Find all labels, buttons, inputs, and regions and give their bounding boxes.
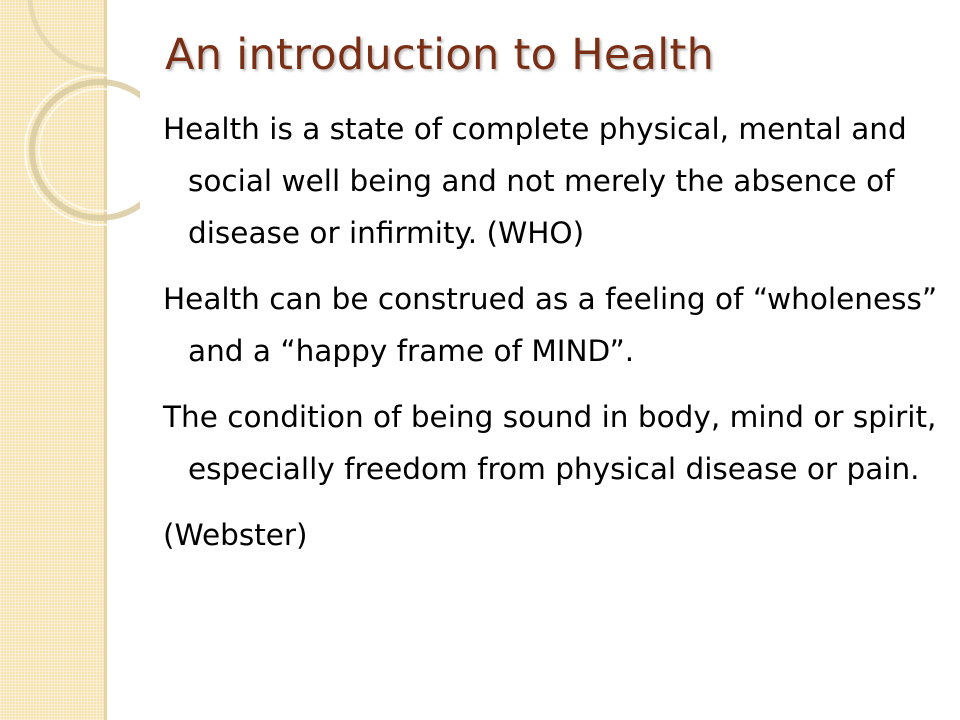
paragraph-wholeness: Health can be construed as a feeling of “wholeness” and a “happy frame of MIND”. xyxy=(163,282,938,368)
paragraph-webster-definition: The condition of being sound in body, mind or spirit, especially freedom from physical disease or pain. xyxy=(163,400,937,486)
decorative-rings-icon xyxy=(0,0,140,260)
paragraph-webster-source: (Webster) xyxy=(163,518,308,552)
slide-body xyxy=(163,103,938,575)
paragraph-who-definition: Health is a state of complete physical, mental and social well being and not merely the absence of disease or infirmity. (WHO) xyxy=(163,112,907,250)
slide-title: An introduction to Health xyxy=(165,30,715,80)
